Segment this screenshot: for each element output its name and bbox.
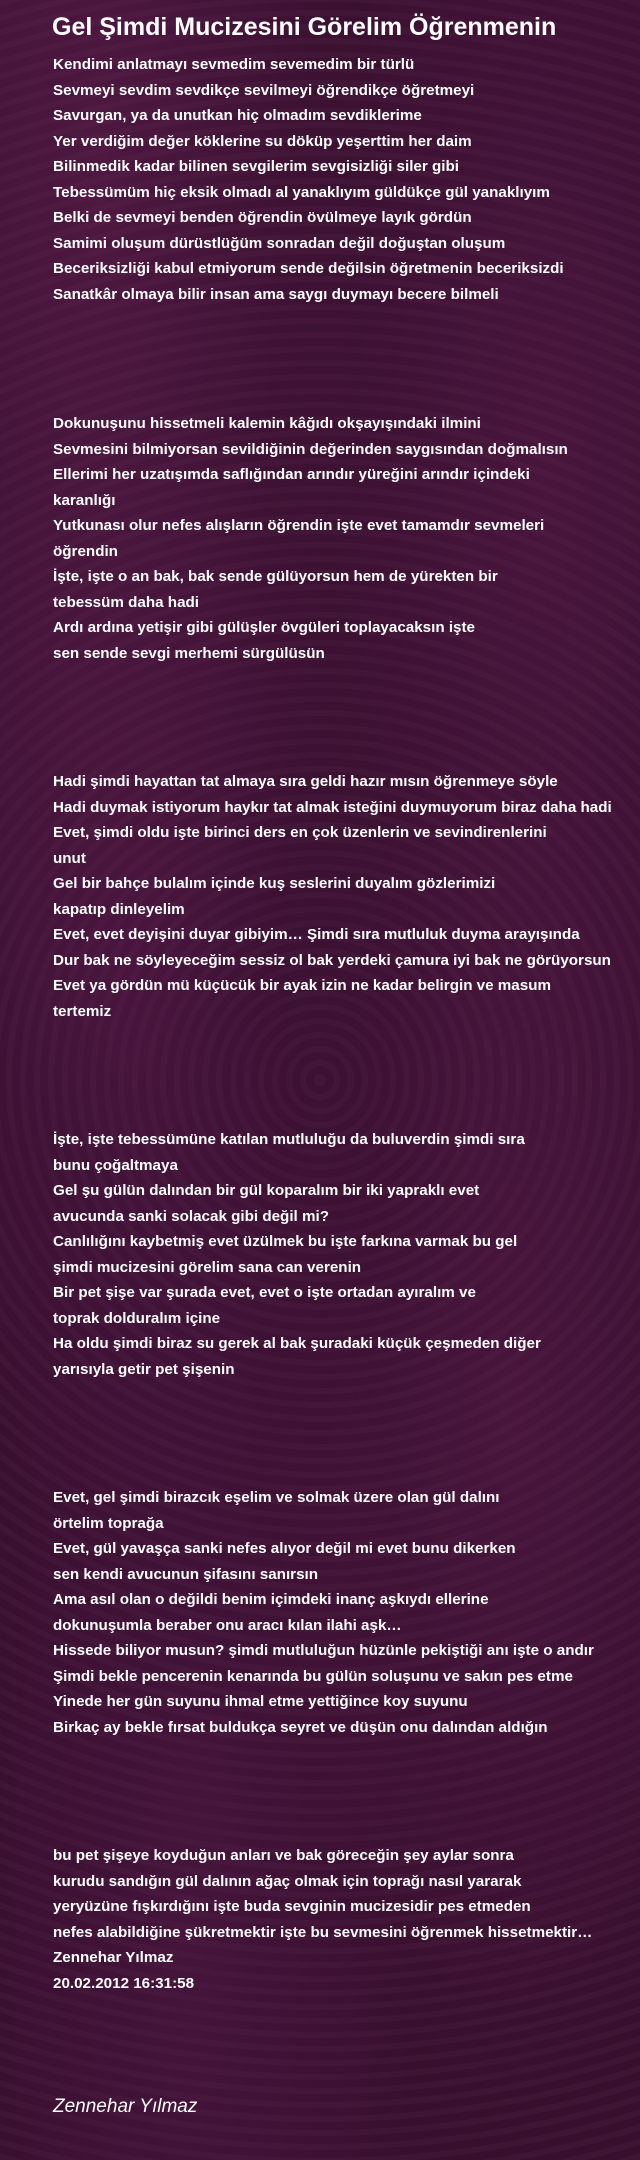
- poem-line: Sevmesini bilmiyorsan sevildiğinin değerinden saygısından doğmalısın: [53, 440, 568, 458]
- poem-line: Evet, gel şimdi birazcık eşelim ve solmak üzere olan gül dalını: [53, 1489, 500, 1506]
- poem-line: Ellerimi her uzatışımda saflığından arındır yüreğini arındır içindeki: [53, 466, 530, 483]
- poem-line: Evet, evet deyişini duyar gibiyim… Şimdi sıra mutluluk duyma arayışında: [53, 926, 580, 943]
- poem-line: Evet, gül yavaşça sanki nefes alıyor değil mi evet bunu dikerken: [53, 1540, 516, 1557]
- poem-line: öğrendin: [53, 542, 118, 560]
- poem-line: tertemiz: [53, 1002, 112, 1020]
- poem-line: Yer verdiğim değer köklerine su döküp yeşerttim her daim: [53, 132, 472, 150]
- poem-line: Belki de sevmeyi benden öğrendin övülmeye layık gördün: [53, 209, 472, 226]
- poem-line: kapatıp dinleyelim: [53, 900, 185, 918]
- poem-line: Canlılığını kaybetmiş evet üzülmek bu işte farkına varmak bu gel: [53, 1233, 518, 1250]
- poem-line: Ardı ardına yetişir gibi gülüşler övgüleri toplayacaksın işte: [53, 619, 476, 636]
- poem-line: Hadi duymak istiyorum haykır tat almak isteğini duymuyorum biraz daha hadi: [53, 798, 612, 816]
- poem-line: Bilinmedik kadar bilinen sevgilerim sevgisizliği siler gibi: [53, 158, 459, 175]
- poem-line: sen sende sevgi merhemi sürgülüsün: [53, 644, 325, 662]
- poem-line: Kendimi anlatmayı sevmedim sevemedim bir türlü: [53, 56, 415, 73]
- poem-date: 20.02.2012 16:31:58: [53, 1974, 195, 1992]
- poem-line: şimdi mucizesini görelim sana can verenin: [53, 1258, 362, 1276]
- poem-line: İşte, işte o an bak, bak sende gülüyorsun hem de yürekten bir: [53, 568, 498, 585]
- poem-line: Beceriksizliği kabul etmiyorum sende değilsin öğretmenin beceriksizdi: [53, 260, 564, 277]
- poem-line: bu pet şişeye koyduğun anları ve bak göreceğin şey aylar sonra: [53, 1847, 514, 1864]
- poem-line: yeryüzüne fışkırdığını işte buda sevginin mucizesidir pes etmeden: [53, 1898, 531, 1915]
- stanza-1: [53, 52, 637, 307]
- stanza-6: [53, 1843, 637, 1996]
- poem-line: Sevmeyi sevdim sevdikçe sevilmeyi öğrendikçe öğretmeyi: [53, 81, 475, 99]
- poem-line: toprak dolduralım içine: [53, 1309, 221, 1327]
- stanza-3: [53, 769, 637, 1024]
- poem-line: avucunda sanki solacak gibi değil mi?: [53, 1207, 329, 1225]
- poem-line: Dokunuşunu hissetmeli kalemin kâğıdı okşayışındaki ilmini: [53, 415, 481, 432]
- poem-line: Dur bak ne söyleyeceğim sessiz ol bak yerdeki çamura iyi bak ne görüyorsun: [53, 951, 611, 969]
- poem-line: karanlığı: [53, 491, 116, 509]
- poem-line: Gel bir bahçe bulalım içinde kuş seslerini duyalım gözlerimizi: [53, 875, 496, 892]
- poem-line: Yutkunası olur nefes alışların öğrendin işte evet tamamdır sevmeleri: [53, 517, 545, 534]
- poem-line: kurudu sandığın gül dalının ağaç olmak için toprağı nasıl yararak: [53, 1872, 522, 1890]
- poem-line: Tebessümüm hiç eksik olmadı al yanaklıyım güldükçe gül yanaklıyım: [53, 183, 550, 201]
- stanza-4: [53, 1127, 637, 1382]
- poem-author: Zennehar Yılmaz: [53, 1949, 174, 1966]
- poem-line: Hadi şimdi hayattan tat almaya sıra geldi hazır mısın öğrenmeye söyle: [53, 773, 558, 790]
- poem-line: Hissede biliyor musun? şimdi mutluluğun hüzünle pekiştiği anı işte o andır: [53, 1642, 594, 1659]
- poem-line: Savurgan, ya da unutkan hiç olmadım sevdiklerime: [53, 107, 422, 124]
- poem-line: tebessüm daha hadi: [53, 593, 200, 611]
- author-signature: Zennehar Yılmaz: [53, 2096, 198, 2117]
- stanza-5: [53, 1485, 637, 1740]
- poem-line: nefes alabildiğine şükretmektir işte bu sevmesini öğrenmek hissetmektir…: [53, 1923, 593, 1941]
- poem-line: Şimdi bekle pencerenin kenarında bu gülün soluşunu ve sakın pes etme: [53, 1667, 573, 1685]
- stanza-2: [53, 411, 637, 666]
- poem-line: Evet ya gördün mü küçücük bir ayak izin ne kadar belirgin ve masum: [53, 977, 551, 994]
- poem-line: Gel şu gülün dalından bir gül koparalım bir iki yapraklı evet: [53, 1182, 480, 1199]
- poem-line: sen kendi avucunun şifasını sanırsın: [53, 1565, 319, 1583]
- poem-line: unut: [53, 849, 86, 867]
- poem-line: yarısıyla getir pet şişenin: [53, 1360, 235, 1378]
- poem-line: Ha oldu şimdi biraz su gerek al bak şuradaki küçük çeşmeden diğer: [53, 1335, 541, 1352]
- poem-line: İşte, işte tebessümüne katılan mutluluğu da buluverdin şimdi sıra: [53, 1131, 525, 1148]
- poem-title: Gel Şimdi Mucizesini Görelim Öğrenmenin: [52, 13, 557, 41]
- poem-line: Bir pet şişe var şurada evet, evet o işte ortadan ayıralım ve: [53, 1284, 476, 1301]
- poem-line: Evet, şimdi oldu işte birinci ders en çok üzenlerin ve sevindirenlerini: [53, 824, 547, 841]
- poem-line: Birkaç ay bekle fırsat buldukça seyret ve düşün onu dalından aldığın: [53, 1718, 548, 1736]
- poem-line: dokunuşumla beraber onu aracı kılan ilahi aşk…: [53, 1616, 402, 1634]
- poem-line: örtelim toprağa: [53, 1514, 164, 1532]
- poem-line: bunu çoğaltmaya: [53, 1156, 178, 1174]
- poem-line: Ama asıl olan o değildi benim içimdeki inanç aşkıydı ellerine: [53, 1591, 489, 1608]
- poem-line: Samimi oluşum dürüstlüğüm sonradan değil doğuştan oluşum: [53, 234, 506, 252]
- poem-line: Sanatkâr olmaya bilir insan ama saygı duymayı becere bilmeli: [53, 285, 499, 303]
- poem-line: Yinede her gün suyunu ihmal etme yettiğince koy suyunu: [53, 1693, 468, 1710]
